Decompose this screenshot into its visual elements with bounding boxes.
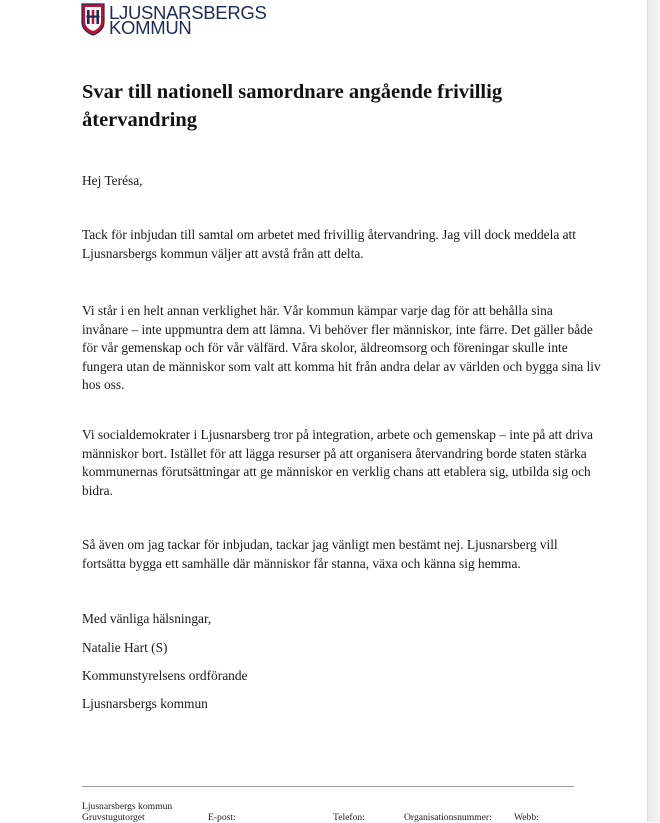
signature-role: Kommunstyrelsens ordförande (82, 668, 248, 683)
signature-name: Natalie Hart (S) (82, 640, 168, 655)
signature-org: Ljusnarsbergs kommun (82, 696, 208, 711)
closing: Med vänliga hälsningar, (82, 611, 212, 626)
footer-address: Gruvstugutorget (82, 812, 145, 823)
municipality-wordmark (109, 2, 267, 38)
greeting: Hej Terésa, (82, 173, 143, 188)
footer-org-name: Ljusnarsbergs kommun (82, 801, 173, 812)
paragraph-4: Så även om jag tackar för inbjudan, tackar jag vänligt men bestämt nej. Ljusnarsberg vill fortsätta bygga ett samhälle där människor får stanna, växa och känna sig hemma. (82, 537, 558, 571)
municipality-logo (81, 3, 267, 39)
footer-email-label: E-post: (208, 812, 236, 823)
paragraph-3: Vi socialdemokrater i Ljusnarsberg tror på integration, arbete och gemenskap – inte på att driva människor bort. Istället för att lägga resurser på att organisera återvandring borde staten stärka kommunernas förutsättningar att ge människor en verklig chans att etablera sig, utbilda sig och bidra. (82, 427, 593, 498)
footer-web-label: Webb: (514, 812, 539, 823)
page-edge (647, 0, 660, 822)
letter-title: Svar till nationell samordnare angående frivillig återvandring (82, 81, 503, 131)
wordmark-line-2: KOMMUN (109, 17, 192, 38)
footer-divider (82, 786, 574, 787)
paragraph-1: Tack för inbjudan till samtal om arbetet med frivillig återvandring. Jag vill dock meddela att Ljusnarsbergs kommun väljer att avstå från att delta. (82, 227, 576, 261)
footer-orgnr-label: Organisationsnummer: (404, 812, 492, 823)
footer-phone-label: Telefon: (333, 812, 365, 823)
coat-of-arms-icon (81, 3, 105, 36)
paragraph-2: Vi står i en helt annan verklighet här. Vår kommun kämpar varje dag för att behålla sina invånare – inte uppmuntra dem att lämna. Vi behöver fler människor, inte färre. Det gäller både för vår gemenskap och för vår välfärd. Våra skolor, äldreomsorg och föreningar skulle inte fungera utan de människor som valt att komma hit från andra delar av världen och bygga sina liv hos oss. (82, 303, 601, 393)
wordmark-line-1: LJUSNARSBERGS (109, 2, 267, 23)
